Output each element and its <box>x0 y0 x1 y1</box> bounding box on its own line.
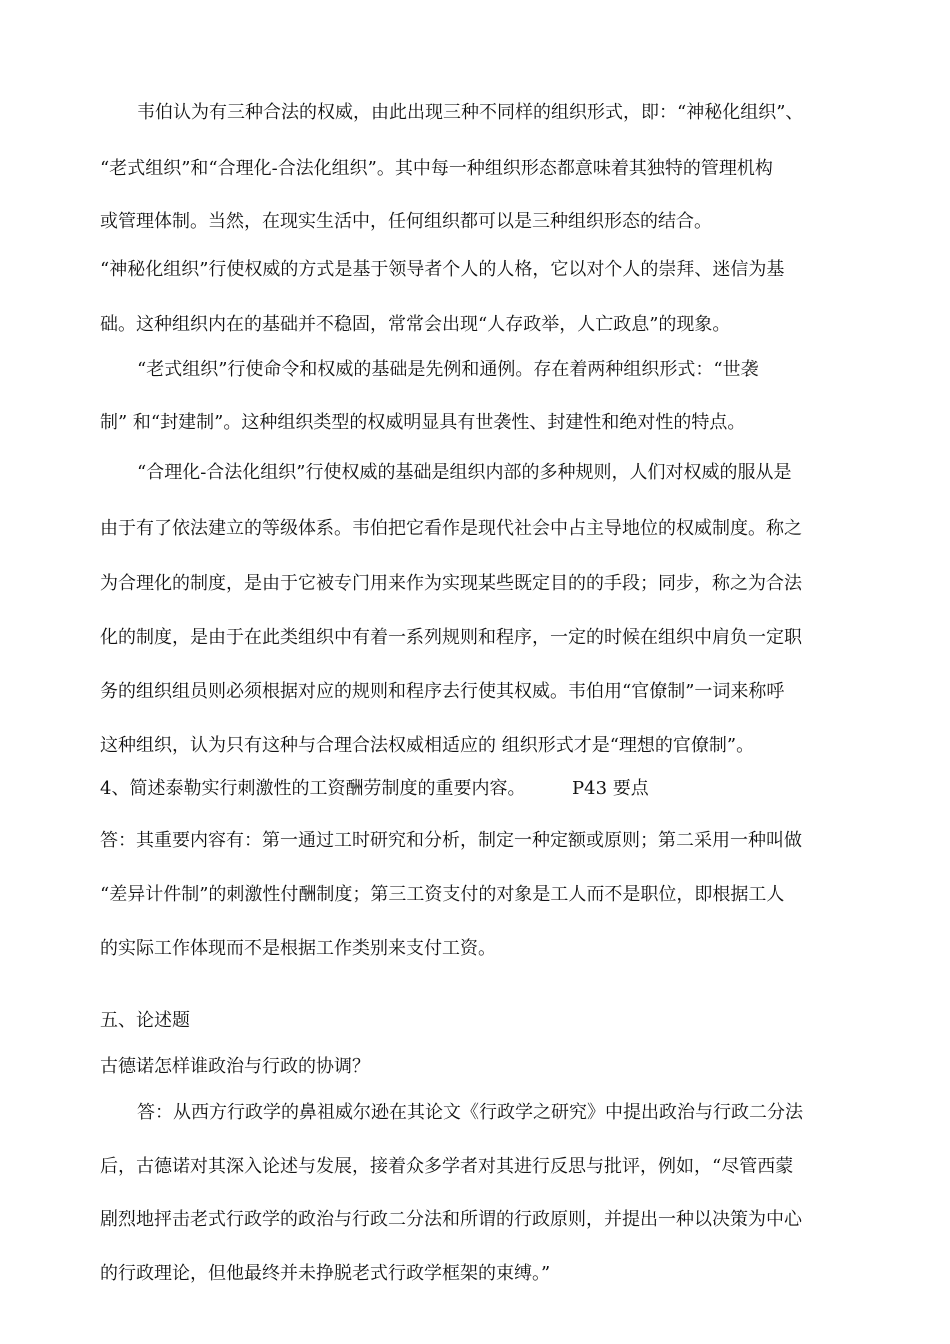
question-heading: 4、简述泰勒实行刺激性的工资酬劳制度的重要内容。 <box>100 778 526 799</box>
text-line: “神秘化组织”行使权威的方式是基于领导者个人的人格，它以对个人的崇拜、迷信为基 <box>100 259 785 280</box>
text-line: 后，古德诺对其深入论述与发展，接着众多学者对其进行反思与批评，例如，“尽管西蒙 <box>100 1156 794 1177</box>
text-line: 韦伯认为有三种合法的权威，由此出现三种不同样的组织形式，即：“神秘化组织”、 <box>137 102 804 123</box>
text-line: 答：其重要内容有：第一通过工时研究和分析，制定一种定额或原则；第二采用一种叫做 <box>100 830 802 851</box>
text-line: 务的组织组员则必须根据对应的规则和程序去行使其权威。韦伯用“官僚制”一词来称呼 <box>100 681 785 702</box>
page-reference: P43 要点 <box>572 778 649 799</box>
text-line: “差异计件制”的刺激性付酬制度；第三工资支付的对象是工人而不是职位，即根据工人 <box>100 884 785 905</box>
text-line: 由于有了依法建立的等级体系。韦伯把它看作是现代社会中占主导地位的权威制度。称之 <box>100 518 802 539</box>
text-line: 的实际工作体现而不是根据工作类别来支付工资。 <box>100 938 496 959</box>
text-line: 制” 和“封建制”。这种组织类型的权威明显具有世袭性、封建性和绝对性的特点。 <box>100 412 746 433</box>
text-line: 答：从西方行政学的鼻祖威尔逊在其论文《行政学之研究》中提出政治与行政二分法 <box>137 1102 803 1123</box>
text-line: “老式组织”和“合理化-合法化组织”。其中每一种组织形态都意味着其独特的管理机构 <box>100 158 773 179</box>
text-line: “老式组织”行使命令和权威的基础是先例和通例。存在着两种组织形式：“世袭 <box>137 359 759 380</box>
question-heading: 古德诺怎样谁政治与行政的协调？ <box>100 1056 370 1077</box>
text-line: 这种组织，认为只有这种与合理合法权威相适应的 组织形式才是“理想的官僚制”。 <box>100 735 755 756</box>
text-line: 化的制度，是由于在此类组织中有着一系列规则和程序，一定的时候在组织中肩负一定职 <box>100 627 802 648</box>
section-heading: 五、论述题 <box>100 1010 190 1031</box>
text-line: 础。这种组织内在的基础并不稳固，常常会出现“人存政举，人亡政息”的现象。 <box>100 314 731 335</box>
text-line: 的行政理论，但他最终并未挣脱老式行政学框架的束缚。” <box>100 1263 551 1284</box>
text-line: 或管理体制。当然，在现实生活中，任何组织都可以是三种组织形态的结合。 <box>100 211 712 232</box>
text-line: “合理化-合法化组织”行使权威的基础是组织内部的多种规则，人们对权威的服从是 <box>137 462 792 483</box>
text-line: 为合理化的制度，是由于它被专门用来作为实现某些既定目的的手段；同步，称之为合法 <box>100 573 802 594</box>
text-line: 剧烈地抨击老式行政学的政治与行政二分法和所谓的行政原则，并提出一种以决策为中心 <box>100 1209 802 1230</box>
